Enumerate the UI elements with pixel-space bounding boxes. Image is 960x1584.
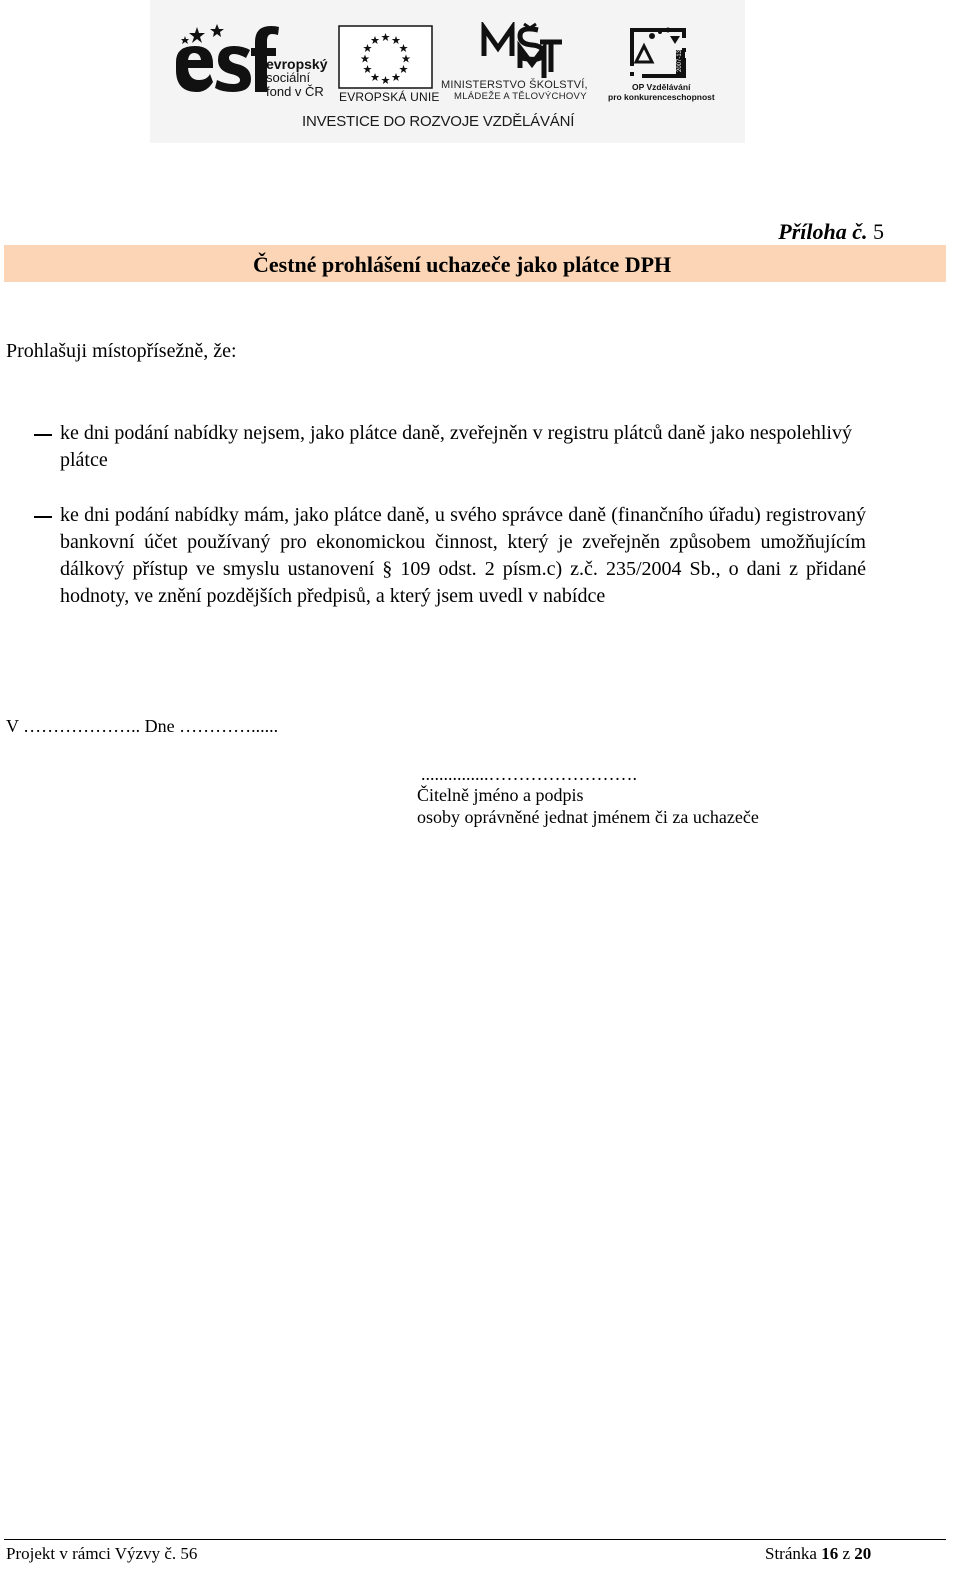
- attachment-label-text: Příloha č.: [778, 219, 868, 244]
- intro-text: Prohlašuji místopřísežně, že:: [6, 340, 237, 362]
- attachment-label: [778, 219, 884, 245]
- op-vertical-label: 2007-13: [677, 49, 683, 72]
- op-line-1: OP Vzdělávání: [632, 82, 691, 92]
- page-current: 16: [821, 1544, 839, 1563]
- esf-line-3: fond v ČR: [266, 84, 324, 99]
- signature-caption-1: Čitelně jméno a podpis: [417, 785, 584, 805]
- eu-caption: EVROPSKÁ UNIE: [339, 90, 440, 104]
- page-label: Stránka: [765, 1544, 817, 1563]
- bullet-dash-2: [34, 516, 52, 518]
- page-title: Čestné prohlášení uchazeče jako plátce DPH: [253, 252, 672, 277]
- page-total: 20: [854, 1544, 872, 1563]
- page-of: z: [842, 1544, 850, 1563]
- eu-flag-logo: [338, 25, 433, 89]
- msmt-logo: [480, 22, 562, 78]
- attachment-number: 5: [873, 219, 884, 244]
- bullet-dash-1: [34, 434, 52, 436]
- op-line-2: pro konkurenceschopnost: [608, 92, 715, 102]
- footer-project: Projekt v rámci Výzvy č. 56: [6, 1544, 198, 1563]
- op-vzdelavani-logo: [626, 22, 690, 80]
- declaration-item-1: ke dni podání nabídky nejsem, jako plátce daně, zveřejněn v registru plátců daně jako nespolehlivý plátce: [60, 422, 852, 471]
- msmt-line-1: MINISTERSTVO ŠKOLSTVÍ,: [441, 79, 588, 91]
- esf-line-2: sociální: [266, 70, 311, 85]
- msmt-line-2: MLÁDEŽE A TĚLOVÝCHOVY: [454, 91, 587, 102]
- esf-line-1: evropský: [266, 56, 328, 72]
- signature-line: ...............…………………….: [421, 764, 637, 784]
- footer-divider: [4, 1539, 946, 1540]
- declaration-item-2: ke dni podání nabídky mám, jako plátce daně, u svého správce daně (finančního úřadu) registrovaný bankovní účet používaný pro ekonomickou činnost, který je zveřejněn způsobem umožňujícím dálkový přístup ve smyslu ustanovení § 109 odst. 2 písm.c) z.č. 235/2004 Sb., o dani z přidané hodnoty, ve znění pozdějších předpisů, a který jsem uvedl v nabídce: [60, 504, 866, 607]
- place-date-line: V ……………….. Dne …………......: [6, 716, 279, 736]
- esf-logo-text: [266, 57, 327, 99]
- footer-page-number: [765, 1544, 871, 1564]
- signature-caption-2: osoby oprávněné jednat jménem či za uchazeče: [417, 807, 759, 827]
- slogan: INVESTICE DO ROZVOJE VZDĚLÁVÁNÍ: [302, 113, 575, 130]
